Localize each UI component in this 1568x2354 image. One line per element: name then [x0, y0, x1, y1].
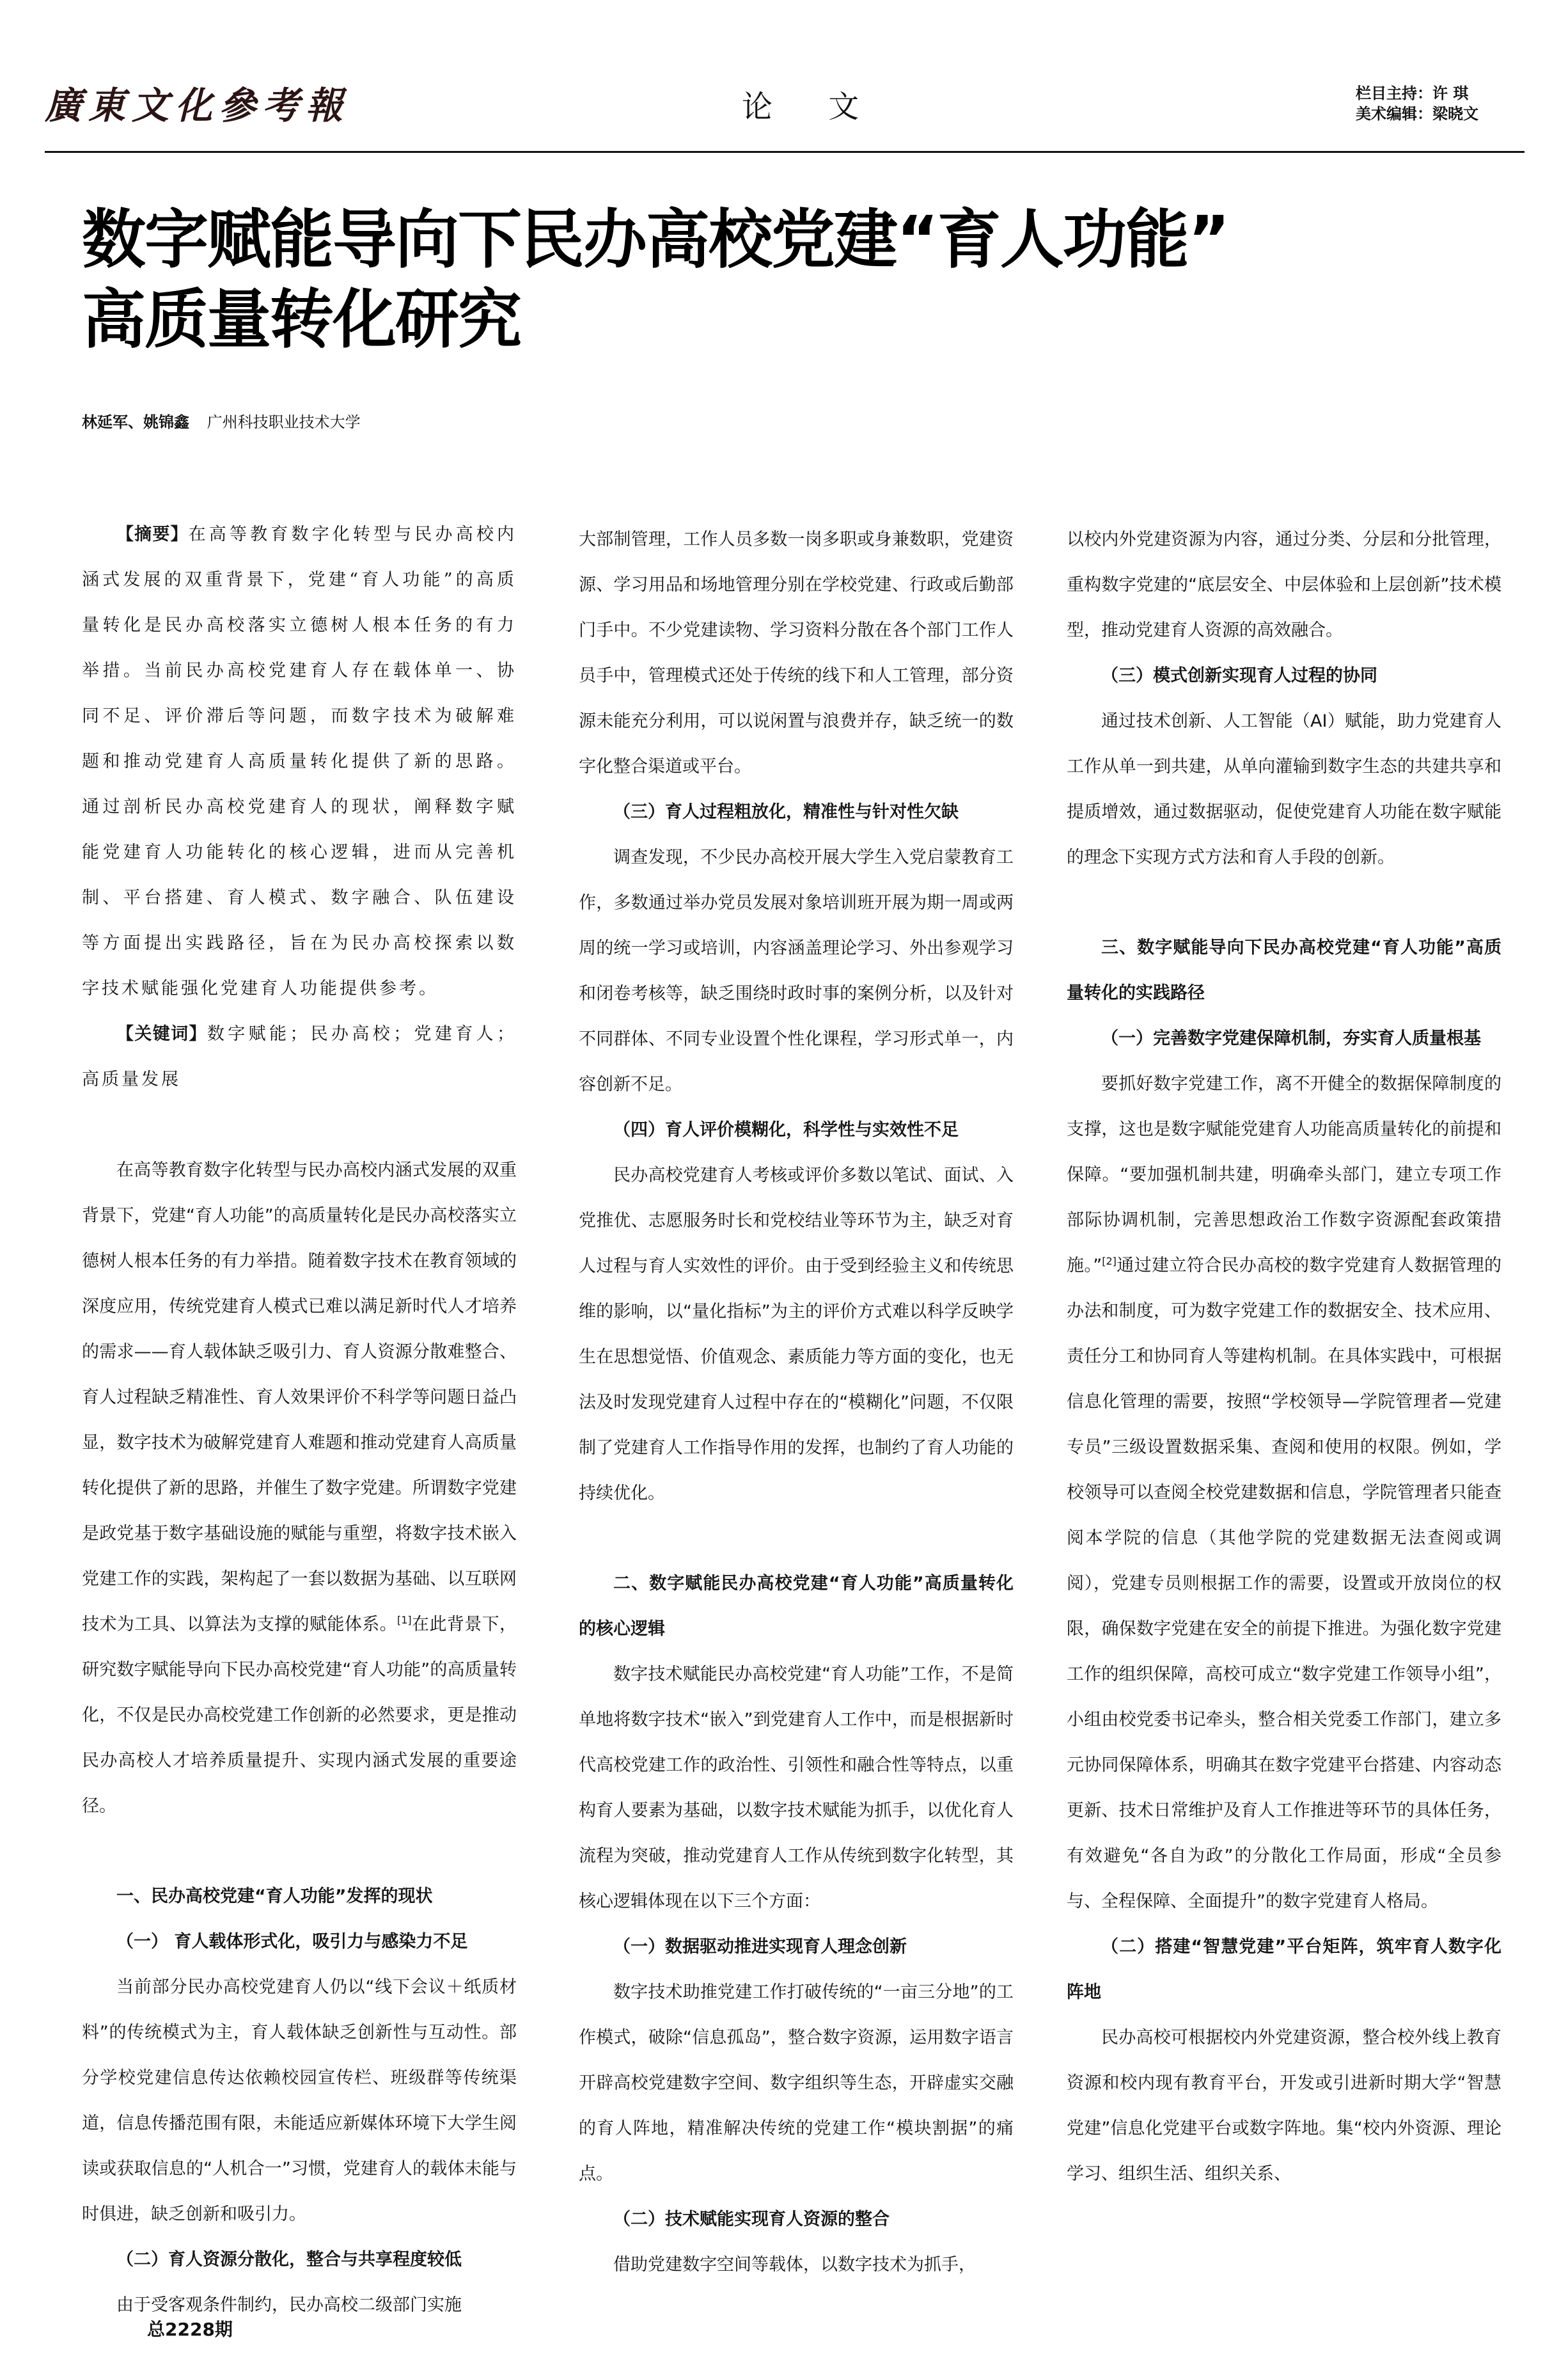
section-1-heading: 一、民办高校党建“育人功能”发挥的现状	[116, 1886, 433, 1906]
keywords-tag: 【关键词】	[116, 1024, 207, 1044]
section-3-2-heading: （二）搭建“智慧党建”平台矩阵，筑牢育人数字化阵地	[1067, 1937, 1501, 2002]
column-3	[1067, 517, 1501, 2197]
title-line-2: 高质量转化研究	[82, 282, 521, 357]
section-1-3-heading: （三）育人过程粗放化，精准性与针对性欠缺	[613, 802, 959, 822]
affiliation: 广州科技职业技术大学	[207, 413, 361, 431]
section-2-1-text: 数字技术助推党建工作打破传统的“一亩三分地”的工作模式，破除“信息孤岛”，整合数字资源，运用数字语言开辟高校党建数字空间、数字组织等生态，开辟虚实交融的育人阵地，精准解决传统的党建工作“模块割据”的痛点。	[579, 1982, 1014, 2184]
section-1-4-text: 民办高校党建育人考核或评价多数以笔试、面试、入党推优、志愿服务时长和党校结业等环节为主，缺乏对育人过程与育人实效性的评价。由于受到经验主义和传统思维的影响，以“量化指标”为主的评价方式难以科学反映学生在思想觉悟、价值观念、素质能力等方面的变化，也无法及时发现党建育人过程中存在的“模糊化”问题，不仅限制了党建育人工作指导作用的发挥，也制约了育人功能的持续优化。	[579, 1165, 1014, 1503]
section-2-2-text-cont: 以校内外党建资源为内容，通过分类、分层和分批管理，重构数字党建的“底层安全、中层体验和上层创新”技术模型，推动党建育人资源的高效融合。	[1067, 530, 1501, 640]
abstract-text: 在高等教育数字化转型与民办高校内涵式发展的双重背景下，党建“育人功能”的高质量转化是民办高校落实立德树人根本任务的有力举措。当前民办高校党建育人存在载体单一、协同不足、评价滞后等问题，而数字技术为破解难题和推动党建育人高质量转化提供了新的思路。通过剖析民办高校党建育人的现状，阐释数字赋能党建育人功能转化的核心逻辑，进而从完善机制、平台搭建、育人模式、数字融合、队伍建设等方面提出实践路径，旨在为民办高校探索以数字技术赋能强化党建育人功能提供参考。	[82, 525, 517, 999]
section-1-1-text: 当前部分民办高校党建育人仍以“线下会议＋纸质材料”的传统模式为主，育人载体缺乏创新性与互动性。部分学校党建信息传达依赖校园宣传栏、班级群等传统渠道，信息传播范围有限，未能适应新媒体环境下大学生阅读或获取信息的“人机合一”习惯，党建育人的载体未能与时俱进，缺乏创新和吸引力。	[82, 1977, 517, 2224]
art-editor-credit: 美术编辑：梁晓文	[1356, 105, 1478, 123]
header-rule	[45, 151, 1525, 153]
column-2	[579, 517, 1014, 2287]
intro-paragraph	[82, 1148, 517, 1829]
intro-text-a: 在高等教育数字化转型与民办高校内涵式发展的双重背景下，党建“育人功能”的高质量转化是民办高校落实立德树人根本任务的有力举措。随着数字技术在教育领域的深度应用，传统党建育人模式已难以满足新时代人才培养的需求——育人载体缺乏吸引力、育人资源分散难整合、育人过程缺乏精准性、育人效果评价不科学等问题日益凸显，数字技术为破解党建育人难题和推动党建育人高质量转化提供了新的思路，并催生了数字党建。所谓数字党建是政党基于数字基础设施的赋能与重塑，将数字技术嵌入党建工作的实践，架构起了一套以数据为基础、以互联网技术为工具、以算法为支撑的赋能体系。	[82, 1160, 517, 1634]
reference-1: [1]	[397, 1614, 412, 1626]
reference-2: [2]	[1102, 1255, 1117, 1267]
section-1-3-text: 调查发现，不少民办高校开展大学生入党启蒙教育工作，多数通过举办党员发展对象培训班开展为期一周或两周的统一学习或培训，内容涵盖理论学习、外出参观学习和闭卷考核等，缺乏围绕时政时事的案例分析，以及针对不同群体、不同专业设置个性化课程，学习形式单一，内容创新不足。	[579, 848, 1014, 1094]
masthead-logo: 廣東文化參考報	[45, 84, 350, 127]
section-2-text: 数字技术赋能民办高校党建“育人功能”工作，不是简单地将数字技术“嵌入”到党建育人工作中，而是根据新时代高校党建工作的政治性、引领性和融合性等特点，以重构育人要素为基础，以数字技术赋能为抓手，以优化育人流程为突破，推动党建育人工作从传统到数字化转型，其核心逻辑体现在以下三个方面：	[579, 1664, 1014, 1911]
column-host-credit: 栏目主持：许 琪	[1356, 84, 1469, 102]
abstract-tag: 【摘要】	[116, 525, 189, 544]
editor-credits	[1356, 83, 1478, 124]
section-1-2-heading: （二）育人资源分散化，整合与共享程度较低	[116, 2250, 462, 2270]
keywords	[82, 1011, 517, 1102]
section-3-2-text: 民办高校可根据校内外党建资源，整合校外线上教育资源和校内现有教育平台，开发或引进新时期大学“智慧党建”信息化党建平台或数字阵地。集“校内外资源、理论学习、组织生活、组织关系、	[1067, 2028, 1501, 2184]
section-1-1-heading: （一） 育人载体形式化，吸引力与感染力不足	[116, 1932, 468, 1952]
section-2-2-text-start: 借助党建数字空间等载体，以数字技术为抓手，	[613, 2255, 976, 2275]
section-1-2-text-start: 由于受客观条件制约，民办高校二级部门实施	[116, 2295, 462, 2315]
section-2-3-text: 通过技术创新、人工智能（AI）赋能，助力党建育人工作从单一到共建，从单向灌输到数字生态的共建共享和提质增效，通过数据驱动，促使党建育人功能在数字赋能的理念下实现方式方法和育人手段的创新。	[1067, 711, 1501, 867]
article-title	[82, 200, 1361, 359]
section-3-1-text	[1067, 1061, 1501, 1924]
section-3-heading: 三、数字赋能导向下民办高校党建“育人功能”高质量转化的实践路径	[1067, 938, 1501, 1003]
title-line-1: 数字赋能导向下民办高校党建“育人功能”	[82, 202, 1229, 277]
spacer	[82, 1102, 517, 1148]
section-1-4-heading: （四）育人评价模糊化，科学性与实效性不足	[613, 1120, 959, 1140]
section-2-2-heading: （二）技术赋能实现育人资源的整合	[613, 2209, 890, 2229]
intro-text-b: 在此背景下，研究数字赋能导向下民办高校党建“育人功能”的高质量转化，不仅是民办高校党建工作创新的必然要求，更是推动民办高校人才培养质量提升、实现内涵式发展的重要途径。	[82, 1615, 517, 1816]
section-2-heading: 二、数字赋能民办高校党建“育人功能”高质量转化的核心逻辑	[579, 1574, 1014, 1639]
section-3-1-text-b: 通过建立符合民办高校的数字党建育人数据管理的办法和制度，可为数字党建工作的数据安全、技术应用、责任分工和协同育人等建构机制。在具体实践中，可根据信息化管理的需要，按照“学校领导—学院管理者—党建专员”三级设置数据采集、查阅和使用的权限。例如，学校领导可以查阅全校党建数据和信息，学院管理者只能查阅本学院的信息（其他学院的党建数据无法查阅或调阅），党建专员则根据工作的需要，设置或开放岗位的权限，确保数字党建在安全的前提下推进。为强化数字党建工作的组织保障，高校可成立“数字党建工作领导小组”，小组由校党委书记牵头，整合相关党委工作部门，建立多元协同保障体系，明确其在数字党建平台搭建、内容动态更新、技术日常维护及育人工作推进等环节的具体任务，有效避免“各自为政”的分散化工作局面，形成“全员参与、全程保障、全面提升”的数字党建育人格局。	[1067, 1256, 1501, 1911]
issue-number: 总2228期	[147, 2319, 233, 2340]
section-3-1-heading: （一）完善数字党建保障机制，夯实育人质量根基	[1101, 1029, 1481, 1048]
keywords-text: 数字赋能；民办高校；党建育人；高质量发展	[82, 1024, 517, 1089]
section-label: 论 文	[742, 89, 882, 125]
authors: 林延军、姚锦鑫	[82, 413, 189, 431]
byline	[82, 409, 361, 432]
section-3-1-text-a: 要抓好数字党建工作，离不开健全的数据保障制度的支撑，这也是数字赋能党建育人功能高质量转化的前提和保障。“要加强机制共建，明确牵头部门，建立专项工作部际协调机制，完善思想政治工作数字资源配套政策措施。”	[1067, 1074, 1501, 1276]
section-2-3-heading: （三）模式创新实现育人过程的协同	[1101, 666, 1377, 686]
section-1-2-text-cont: 大部制管理，工作人员多数一岗多职或身兼数职，党建资源、学习用品和场地管理分别在学校党建、行政或后勤部门手中。不少党建读物、学习资料分散在各个部门工作人员手中，管理模式还处于传统的线下和人工管理，部分资源未能充分利用，可以说闲置与浪费并存，缺乏统一的数字化整合渠道或平台。	[579, 530, 1014, 777]
column-1	[82, 512, 517, 2328]
abstract	[82, 512, 517, 1011]
section-2-1-heading: （一）数据驱动推进实现育人理念创新	[613, 1937, 907, 1957]
